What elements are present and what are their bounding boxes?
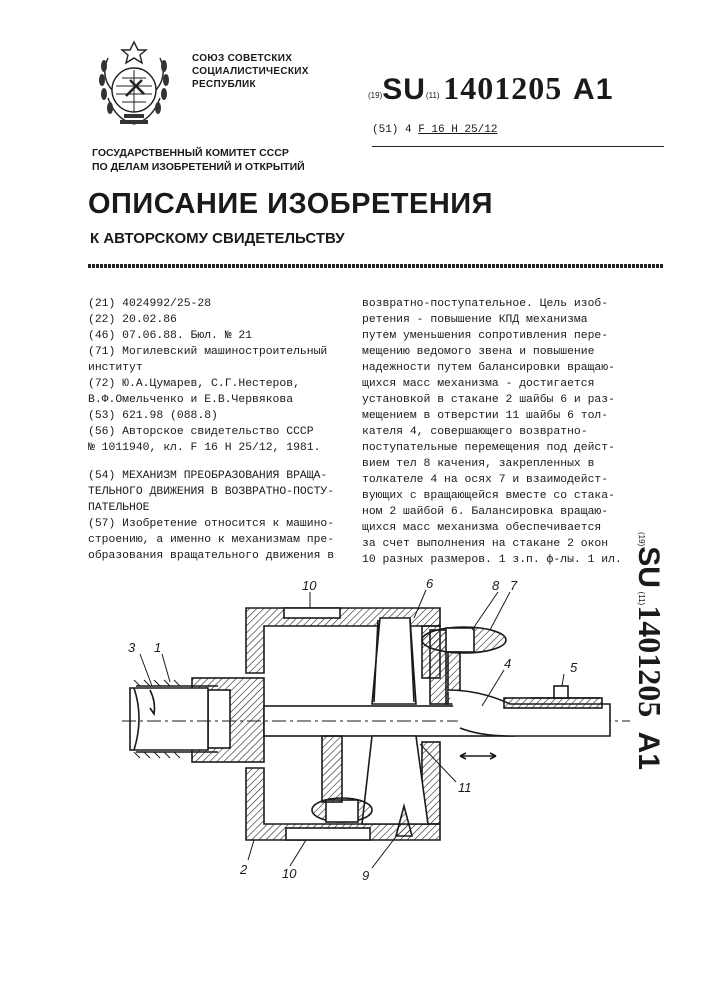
- input-shaft: [130, 688, 208, 750]
- right-line: надежности путем балансировки вращаю-: [362, 362, 615, 374]
- label-5: 5: [570, 660, 578, 675]
- mechanism-drawing: [110, 578, 640, 894]
- right-line: толкателе 4 на осях 7 и взаимодейст-: [362, 474, 609, 486]
- divider: [88, 264, 664, 268]
- left-line: ПАТЕЛЬНОЕ: [88, 502, 150, 514]
- right-line: поступательные перемещения под дейст-: [362, 442, 615, 454]
- pusher-4: [448, 690, 610, 736]
- right-line: мещению ведомого звена и повышение: [362, 346, 595, 358]
- document-subtitle: К АВТОРСКОМУ СВИДЕТЕЛЬСТВУ: [90, 230, 345, 247]
- right-line: путем уменьшения сопротивления пере-: [362, 330, 609, 342]
- label-8: 8: [492, 578, 500, 593]
- window-top: [284, 608, 340, 618]
- left-line: (56) Авторское свидетельство СССР: [88, 426, 314, 438]
- left-line: (72) Ю.А.Цумарев, С.Г.Нестеров,: [88, 378, 300, 390]
- right-line: вием тел 8 качения, закрепленных в: [362, 458, 595, 470]
- ipc-classification: (51) 4 F 16 H 25/12: [372, 124, 498, 136]
- right-line: ретения - повышение КПД механизма: [362, 314, 588, 326]
- abstract-column: [362, 296, 622, 568]
- document-title: ОПИСАНИЕ ИЗОБРЕТЕНИЯ: [88, 188, 493, 220]
- left-line: (71) Могилевский машиностроительный: [88, 346, 328, 358]
- left-line: строению, а именно к механизмам пре-: [88, 534, 335, 546]
- state-emblem-icon: [86, 36, 182, 132]
- left-line: институт: [88, 362, 143, 374]
- bibliographic-column: [88, 296, 334, 564]
- right-line: щихся масс механизма - достигается: [362, 378, 595, 390]
- motion-arrow: [460, 753, 496, 759]
- label-6: 6: [426, 578, 434, 591]
- left-line: (57) Изобретение относится к машино-: [88, 518, 335, 530]
- patent-number-block: (19)SU(11) 1401205 A1: [368, 70, 614, 106]
- left-line: образования вращательного движения в: [88, 550, 335, 562]
- left-line: [88, 456, 334, 468]
- label-7: 7: [510, 578, 518, 593]
- right-line: установкой в стакане 2 шайбы 6 и раз-: [362, 394, 615, 406]
- left-line: (21) 4024992/25-28: [88, 298, 212, 310]
- right-line: 10 разных размеров. 1 з.п. ф-лы. 1 ил.: [362, 554, 622, 566]
- right-line: ном 2 шайбой 6. Балансировка вращаю-: [362, 506, 609, 518]
- label-2: 2: [240, 862, 248, 877]
- side-patent-number: (19)SU (11)1401205 A1: [632, 532, 668, 770]
- patent-kind: A1: [573, 73, 614, 106]
- organization-name: СОЮЗ СОВЕТСКИХ СОЦИАЛИСТИЧЕСКИХ РЕСПУБЛИК: [192, 53, 309, 90]
- left-line: (54) МЕХАНИЗМ ПРЕОБРАЗОВАНИЯ ВРАЩА-: [88, 470, 328, 482]
- committee-name: ГОСУДАРСТВЕННЫЙ КОМИТЕТ СССР ПО ДЕЛАМ ИЗОБРЕТЕНИЙ И ОТКРЫТИЙ: [92, 147, 305, 173]
- label-10-bottom: 10: [282, 866, 297, 881]
- left-line: (22) 20.02.86: [88, 314, 177, 326]
- right-line: мещением в отверстии 11 шайбы 6 тол-: [362, 410, 609, 422]
- right-line: за счет выполнения на стакане 2 окон: [362, 538, 609, 550]
- lower-axle: [322, 736, 342, 802]
- left-line: (46) 07.06.88. Бюл. № 21: [88, 330, 253, 342]
- left-line: (53) 621.98 (088.8): [88, 410, 218, 422]
- right-line: кателя 4, совершающего возвратно-: [362, 426, 588, 438]
- right-line: вующих с вращающейся вместе со стака-: [362, 490, 615, 502]
- right-line: щихся масс механизма обеспечивается: [362, 522, 602, 534]
- support-5: [554, 686, 568, 698]
- washer-6: [372, 618, 416, 704]
- left-line: ТЕЛЬНОГО ДВИЖЕНИЯ В ВОЗВРАТНО-ПОСТУ-: [88, 486, 335, 498]
- window-bottom: [286, 828, 370, 840]
- label-4: 4: [504, 656, 512, 671]
- right-line: возвратно-поступательное. Цель изоб-: [362, 298, 609, 310]
- left-line: № 1011940, кл. F 16 H 25/12, 1981.: [88, 442, 321, 454]
- label-9: 9: [362, 868, 370, 883]
- label-1: 1: [154, 640, 162, 655]
- ipc-rule: [372, 146, 664, 147]
- patent-number: 1401205: [443, 70, 563, 106]
- label-11: 11: [458, 780, 472, 795]
- label-10-top: 10: [302, 578, 317, 593]
- left-line: В.Ф.Омельченко и Е.В.Червякова: [88, 394, 294, 406]
- label-3: 3: [128, 640, 136, 655]
